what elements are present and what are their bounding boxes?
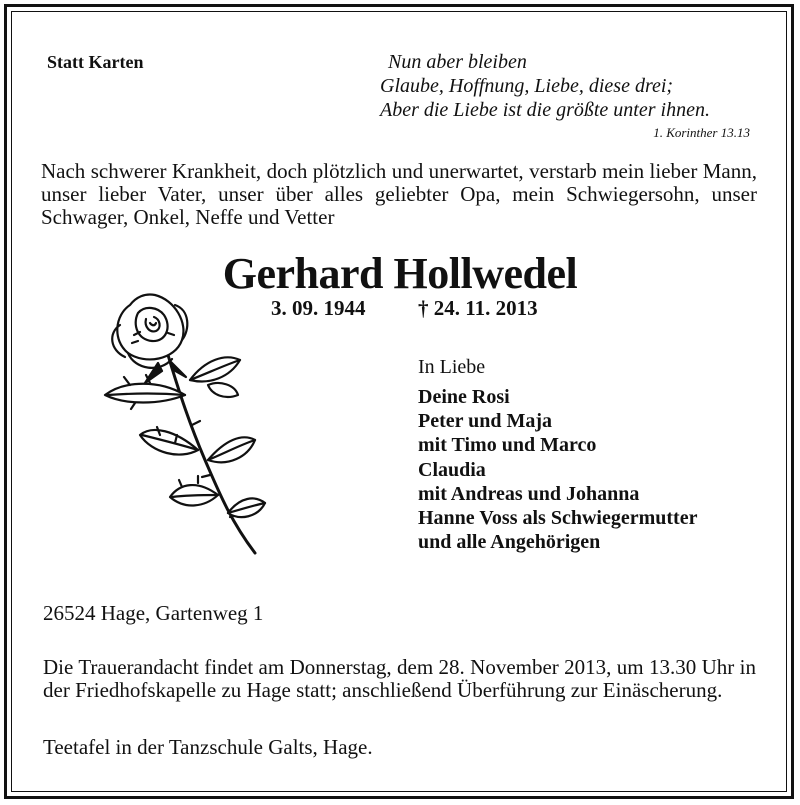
- list-item: Claudia: [418, 458, 486, 481]
- quote-reference: 1. Korinther 13.13: [653, 125, 750, 140]
- death-date: † 24. 11. 2013: [418, 296, 538, 320]
- bible-quote: [380, 50, 760, 142]
- list-item: Deine Rosi: [418, 386, 510, 408]
- in-liebe-label: In Liebe: [418, 356, 486, 378]
- quote-line-2: Glaube, Hoffnung, Liebe, diese drei;: [380, 75, 674, 97]
- quote-line-3: Aber die Liebe ist die größte unter ihnen.: [380, 99, 710, 121]
- statt-karten-label: Statt Karten: [47, 52, 144, 72]
- mourners-list: [418, 385, 697, 554]
- intro-text: Nach schwerer Krankheit, doch plötzlich und unerwartet, verstarb mein lieber Mann, unser lieber Vater, unser über alles geliebter Opa, mein Schwiegersohn, unser Schwager, Onkel, Neffe und Vetter: [41, 159, 757, 229]
- list-item: mit Timo und Marco: [418, 434, 597, 457]
- list-item: Peter und Maja: [418, 410, 553, 433]
- birth-date: 3. 09. 1944: [271, 296, 366, 320]
- rose-icon: [90, 285, 280, 560]
- service-info: Die Trauerandacht findet am Donnerstag, dem 28. November 2013, um 13.30 Uhr in der Friedhofskapelle zu Hage statt; anschließend Überführung zur Einäscherung.: [43, 655, 756, 702]
- address: 26524 Hage, Gartenweg 1: [43, 601, 264, 625]
- list-item: Hanne Voss als Schwiegermutter: [418, 507, 698, 530]
- deceased-name: Gerhard Hollwedel: [222, 249, 578, 298]
- quote-line-1: Nun aber bleiben: [388, 51, 527, 73]
- reception-info: Teetafel in der Tanzschule Galts, Hage.: [43, 735, 373, 759]
- list-item: mit Andreas und Johanna: [418, 482, 640, 505]
- list-item: und alle Angehörigen: [418, 531, 601, 554]
